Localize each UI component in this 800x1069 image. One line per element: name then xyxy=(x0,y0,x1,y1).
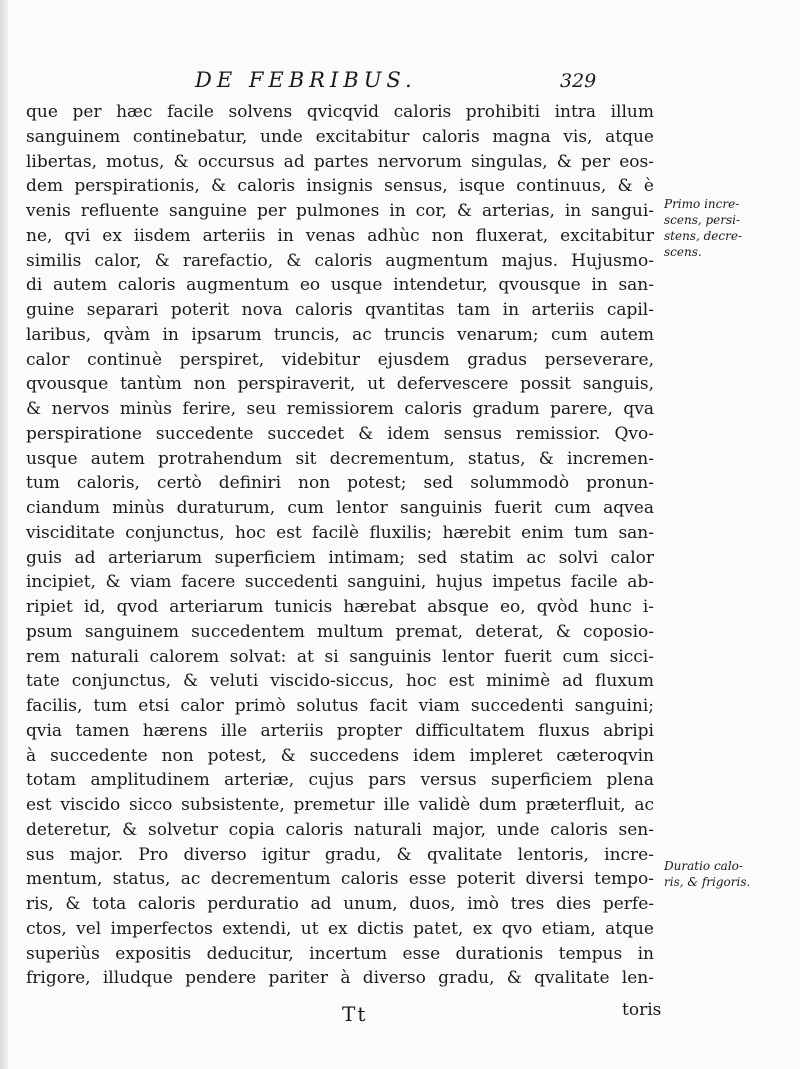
text-line: di autem caloris augmentum eo usque intendetur, qvousque in san- xyxy=(26,275,654,296)
marginal-note-line: stens, decre- xyxy=(664,229,742,243)
marginal-note-line: scens, persi- xyxy=(664,213,741,227)
text-line: deteretur, & solvetur copia caloris naturali major, unde caloris sen- xyxy=(26,819,654,840)
page-gutter-edge xyxy=(0,0,8,1069)
marginal-note-line: scens. xyxy=(664,245,702,259)
signature-mark: Tt xyxy=(342,1002,368,1026)
text-line: qvousque tantùm non perspiraverit, ut defervescere possit sanguis, xyxy=(26,374,654,395)
text-line: usque autem protrahendum sit decrementum, status, & incremen- xyxy=(26,448,654,469)
text-line: sus major. Pro diverso igitur gradu, & qvalitate lentoris, incre- xyxy=(26,844,654,865)
marginal-note xyxy=(664,858,794,890)
catchword: toris xyxy=(622,1000,662,1020)
body-text xyxy=(26,100,654,991)
text-line: sanguinem continebatur, unde excitabitur caloris magna vis, atque xyxy=(26,126,654,147)
text-line: incipiet, & viam facere succedenti sanguini, hujus impetus facile ab- xyxy=(26,572,654,593)
text-line: rem naturali calorem solvat: at si sanguinis lentor fuerit cum sicci- xyxy=(26,646,654,667)
text-line: & nervos minùs ferire, seu remissiorem caloris gradum parere, qva xyxy=(26,399,654,419)
text-line: ciandum minùs duraturum, cum lentor sanguinis fuerit cum aqvea xyxy=(26,498,654,518)
marginal-note-line: Duratio calo- xyxy=(664,859,743,873)
text-line: tate conjunctus, & veluti viscido-siccus, hoc est minimè ad fluxum xyxy=(26,671,654,692)
text-line: visciditate conjunctus, hoc est facilè fluxilis; hærebit enim tum san- xyxy=(26,522,654,543)
text-line: superiùs expositis deducitur, incertum esse durationis tempus in xyxy=(26,943,654,964)
text-line: guis ad arteriarum superficiem intimam; sed statim ac solvi calor xyxy=(26,547,654,568)
page-number: 329 xyxy=(560,70,597,92)
text-line: similis calor, & rarefactio, & caloris augmentum majus. Hujusmo- xyxy=(26,250,654,271)
marginal-note-line: ris, & frigoris. xyxy=(664,875,751,889)
text-line: venis refluente sanguine per pulmones in cor, & arterias, in sangui- xyxy=(26,201,654,221)
text-line: guine separari poterit nova caloris qvantitas tam in arteriis capil- xyxy=(26,300,654,320)
text-line: ris, & tota caloris perduratio ad unum, duos, imò tres dies perfe- xyxy=(26,894,654,914)
marginal-note xyxy=(664,196,794,260)
text-line: facilis, tum etsi calor primò solutus facit viam succedenti sanguini; xyxy=(26,696,654,716)
text-line: ne, qvi ex iisdem arteriis in venas adhùc non fluxerat, excitabitur xyxy=(26,225,654,246)
text-line: totam amplitudinem arteriæ, cujus pars versus superficiem plena xyxy=(26,770,654,791)
text-line: laribus, qvàm in ipsarum truncis, ac truncis venarum; cum autem xyxy=(26,324,654,345)
text-line: frigore, illudque pendere pariter à diverso gradu, & qvalitate len- xyxy=(26,968,654,989)
text-line: tum caloris, certò definiri non potest; sed solummodò pronun- xyxy=(26,473,654,494)
running-head: DE FEBRIBUS. xyxy=(195,68,417,92)
text-line: libertas, motus, & occursus ad partes nervorum singulas, & per eos- xyxy=(26,151,654,172)
text-line: psum sanguinem succedentem multum premat, deterat, & coposio- xyxy=(26,621,654,642)
marginal-note-line: Primo incre- xyxy=(664,197,740,211)
text-line: que per hæc facile solvens qvicqvid caloris prohibiti intra illum xyxy=(26,102,654,122)
text-line: ctos, vel imperfectos extendi, ut ex dictis patet, ex qvo etiam, atque xyxy=(26,918,654,939)
text-line: est viscido sicco subsistente, premetur ille validè dum præterfluit, ac xyxy=(26,795,654,815)
text-line: mentum, status, ac decrementum caloris esse poterit diversi tempo- xyxy=(26,869,654,890)
text-line: dem perspirationis, & caloris insignis sensus, isque continuus, & è xyxy=(26,176,654,197)
text-line: perspiratione succedente succedet & idem sensus remissior. Qvo- xyxy=(26,423,654,444)
text-line: qvia tamen hærens ille arteriis propter difficultatem fluxus abripi xyxy=(26,720,654,741)
text-line: ripiet id, qvod arteriarum tunicis hærebat absque eo, qvòd hunc i- xyxy=(26,597,654,617)
text-line: à succedente non potest, & succedens idem impleret cæteroqvin xyxy=(26,745,654,766)
text-line: calor continuè perspiret, videbitur ejusdem gradus perseverare, xyxy=(26,349,654,370)
